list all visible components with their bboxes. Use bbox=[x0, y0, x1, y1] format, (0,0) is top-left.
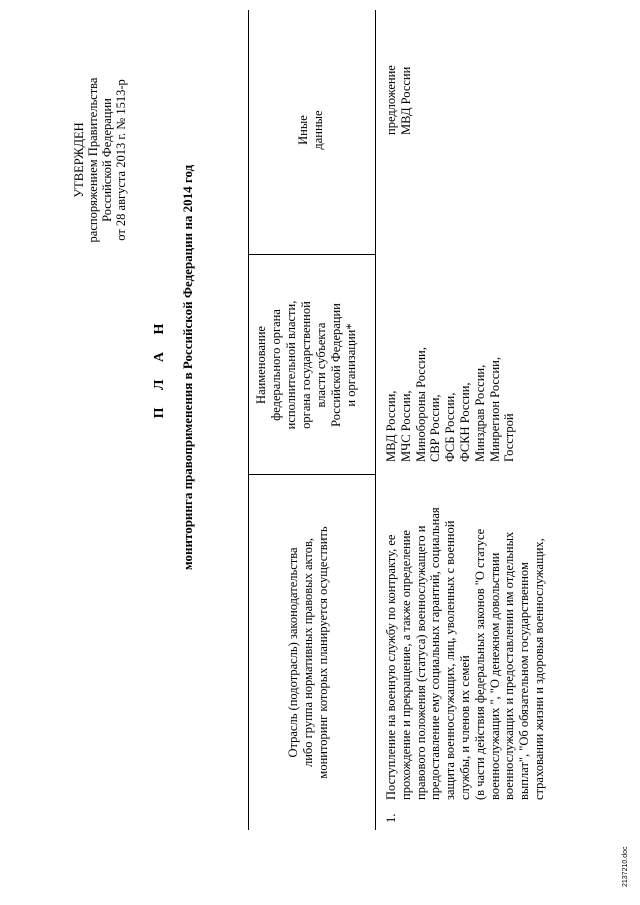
text-line: правового положения (статуса) военнослужащего и bbox=[413, 525, 428, 800]
table-column-divider bbox=[248, 474, 376, 475]
agency-item: Минобороны России, bbox=[413, 347, 428, 462]
agency-item: Минздрав России, bbox=[472, 364, 487, 462]
header-line: исполнительной власти, bbox=[284, 300, 298, 430]
header-authority bbox=[254, 260, 359, 470]
text-line: Поступление на военную службу по контракту, ее bbox=[384, 534, 398, 800]
approval-line: Российской Федерации bbox=[100, 98, 114, 222]
text-line: службы, и членов их семей bbox=[457, 655, 472, 800]
header-other bbox=[296, 10, 326, 250]
agency-item: СВР России, bbox=[428, 394, 443, 462]
table-top-border bbox=[248, 10, 249, 830]
approval-line: распоряжением Правительства bbox=[86, 77, 100, 243]
other-data-line: МВД России bbox=[398, 66, 413, 135]
text-line: военнослужащих и предоставлении им отдельных bbox=[502, 531, 517, 800]
plan-title: П Л А Н bbox=[152, 316, 167, 419]
row-other-data bbox=[384, 25, 414, 135]
text-line: предоставление ему социальных гарантий, социальная bbox=[428, 507, 443, 800]
approval-line: от 28 августа 2013 г. № 1513-р bbox=[114, 79, 128, 241]
table-header-divider bbox=[375, 10, 376, 830]
row-agencies bbox=[384, 322, 517, 462]
agency-item: ФСБ России, bbox=[443, 392, 458, 462]
plan-subtitle: мониторинга правоприменения в Российской Федерации на 2014 год bbox=[180, 164, 195, 571]
header-line: органа государственной bbox=[299, 301, 313, 429]
agency-item: Минрегион России, bbox=[487, 357, 502, 462]
text-line: (в части действия федеральных законов "О статусе bbox=[472, 528, 487, 800]
agency-item: ФСКН России, bbox=[457, 382, 472, 462]
agency-item: МВД России, bbox=[384, 390, 398, 462]
document-file-id: 2137210.doc bbox=[622, 846, 629, 887]
table-column-divider bbox=[248, 254, 376, 255]
agency-item: МЧС России, bbox=[398, 390, 413, 462]
agency-item: Госстрой bbox=[502, 413, 517, 462]
header-line: данные bbox=[311, 110, 325, 150]
row-number: 1. bbox=[384, 813, 398, 823]
text-line: военнослужащих ", "О денежном довольствии bbox=[487, 552, 502, 800]
document-title bbox=[152, 0, 195, 735]
approval-stamp bbox=[72, 40, 128, 280]
text-line: выплат", "Об обязательном государственном bbox=[517, 562, 532, 800]
text-line: страховании жизни и здоровья военнослужащих, bbox=[531, 538, 546, 800]
header-line: Российской Федерации bbox=[329, 303, 343, 427]
header-line: мониторинг которых планируется осуществить bbox=[316, 526, 330, 779]
other-data-line: предложение bbox=[384, 65, 398, 135]
row-sector-text bbox=[384, 475, 547, 800]
header-line: либо группа нормативных правовых актов, bbox=[301, 538, 315, 768]
header-line: власти субъекта bbox=[314, 322, 328, 408]
header-sector bbox=[286, 480, 331, 825]
approval-heading: УТВЕРЖДЕН bbox=[72, 122, 86, 198]
header-line: и организации* bbox=[344, 323, 358, 407]
header-line: Отрасль (подотрасль) законодательства bbox=[286, 547, 300, 758]
header-line: федерального органа bbox=[269, 309, 283, 421]
text-line: прохождение и прекращение, а также определение bbox=[398, 530, 413, 800]
text-line: защита военнослужащих, лиц, уволенных с военной bbox=[443, 520, 458, 800]
header-line: Иные bbox=[296, 115, 310, 145]
header-line: Наименование bbox=[254, 326, 268, 404]
